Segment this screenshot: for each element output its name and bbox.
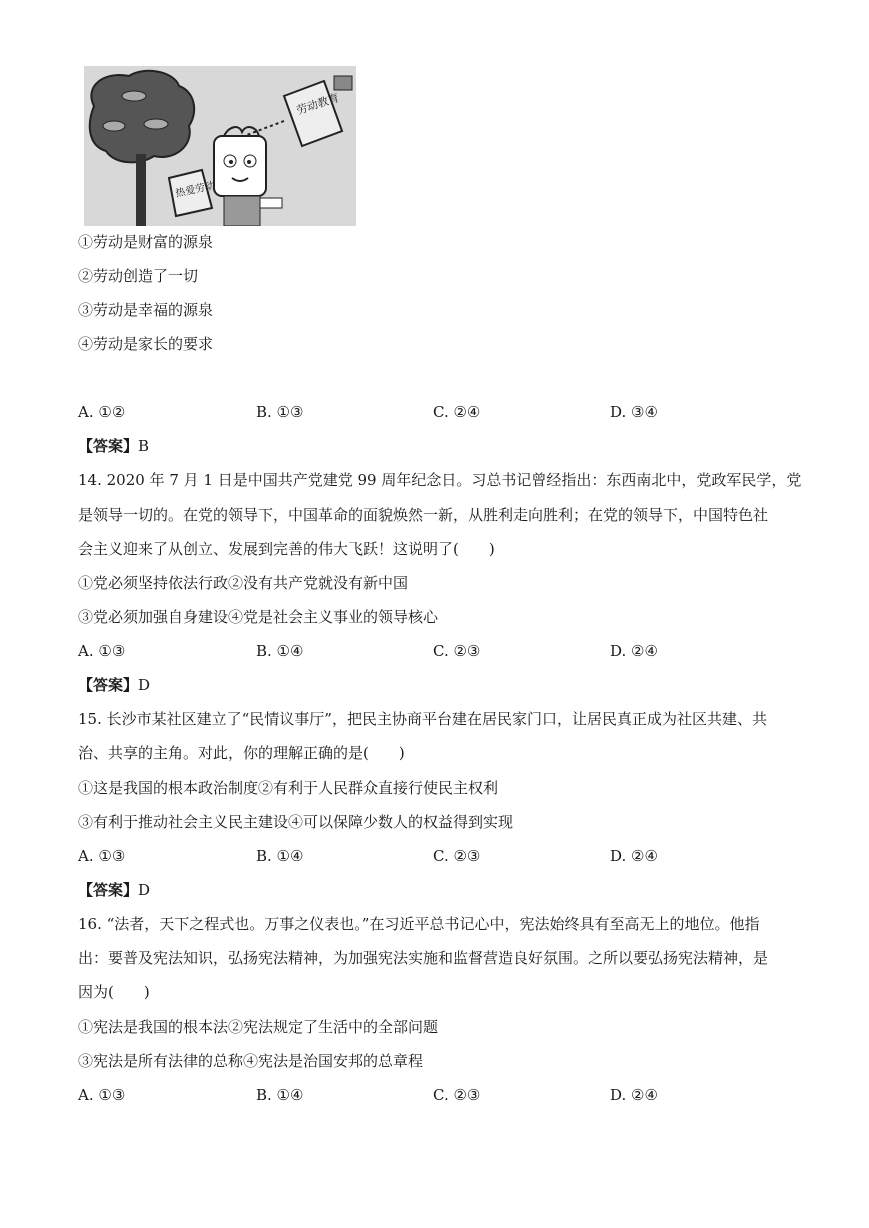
q13-option-c: C. ②④ <box>433 403 481 421</box>
q15-option-a: A. ①③ <box>78 847 126 865</box>
illustration-labor-education <box>84 66 356 226</box>
q16-stem-line-2: 出：要普及宪法知识，弘扬宪法精神，为加强宪法实施和监督营造良好氛围。之所以要弘扬宪法精神，是 <box>78 949 769 967</box>
book-right-label: 劳动教育 <box>294 91 341 118</box>
q13-statement-2: ②劳动创造了一切 <box>78 267 199 285</box>
q13-statement-1: ①劳动是财富的源泉 <box>78 233 214 251</box>
q13-option-a: A. ①② <box>78 403 126 421</box>
q13-option-d: D. ③④ <box>610 403 658 421</box>
q14-stem-line-3: 会主义迎来了从创立、发展到完善的伟大飞跃！这说明了( ) <box>78 540 495 558</box>
q16-statements-1: ①宪法是我国的根本法②宪法规定了生活中的全部问题 <box>78 1018 439 1036</box>
q14-option-b: B. ①④ <box>256 642 304 660</box>
book-left-label: 热爱劳动 <box>174 180 217 200</box>
q14-stem-line-2: 是领导一切的。在党的领导下，中国革命的面貌焕然一新，从胜利走向胜利；在党的领导下，中国特色社 <box>78 506 769 524</box>
q16-option-a: A. ①③ <box>78 1086 126 1104</box>
q15-answer <box>78 880 150 900</box>
q16-stem-line-3: 因为( ) <box>78 983 150 1001</box>
q15-option-b: B. ①④ <box>256 847 304 865</box>
q16-stem-line-1: 16. “法者，天下之程式也。万事之仪表也。”在习近平总书记心中，宪法始终具有至高无上的地位。他指 <box>78 915 760 933</box>
q16-option-b: B. ①④ <box>256 1086 304 1104</box>
q16-option-c: C. ②③ <box>433 1086 481 1104</box>
q15-stem-line-2: 治、共享的主角。对此，你的理解正确的是( ) <box>78 744 405 762</box>
q14-option-c: C. ②③ <box>433 642 481 660</box>
q14-option-d: D. ②④ <box>610 642 658 660</box>
answer-label: 【答案】 <box>78 881 139 899</box>
q14-answer <box>78 675 150 695</box>
answer-label: 【答案】 <box>78 437 139 455</box>
q14-statements-2: ③党必须加强自身建设④党是社会主义事业的领导核心 <box>78 608 439 626</box>
answer-value: D <box>138 676 151 694</box>
q16-statements-2: ③宪法是所有法律的总称④宪法是治国安邦的总章程 <box>78 1052 424 1070</box>
q15-stem-line-1: 15. 长沙市某社区建立了“民情议事厅”，把民主协商平台建在居民家门口，让居民真正成为社区共建、共 <box>78 710 767 728</box>
q15-option-c: C. ②③ <box>433 847 481 865</box>
q13-statement-4: ④劳动是家长的要求 <box>78 335 214 353</box>
q15-option-d: D. ②④ <box>610 847 658 865</box>
q13-statement-3: ③劳动是幸福的源泉 <box>78 301 214 319</box>
q15-statements-2: ③有利于推动社会主义民主建设④可以保障少数人的权益得到实现 <box>78 813 514 831</box>
q13-answer <box>78 436 149 456</box>
q15-statements-1: ①这是我国的根本政治制度②有利于人民群众直接行使民主权利 <box>78 779 499 797</box>
answer-value: B <box>138 437 150 455</box>
q14-stem-line-1: 14. 2020 年 7 月 1 日是中国共产党建党 99 周年纪念日。习总书记曾经指出：东西南北中，党政军民学，党 <box>78 471 802 489</box>
answer-value: D <box>138 881 151 899</box>
q16-option-d: D. ②④ <box>610 1086 658 1104</box>
q14-option-a: A. ①③ <box>78 642 126 660</box>
q13-option-b: B. ①③ <box>256 403 304 421</box>
q14-statements-1: ①党必须坚持依法行政②没有共产党就没有新中国 <box>78 574 409 592</box>
answer-label: 【答案】 <box>78 676 139 694</box>
